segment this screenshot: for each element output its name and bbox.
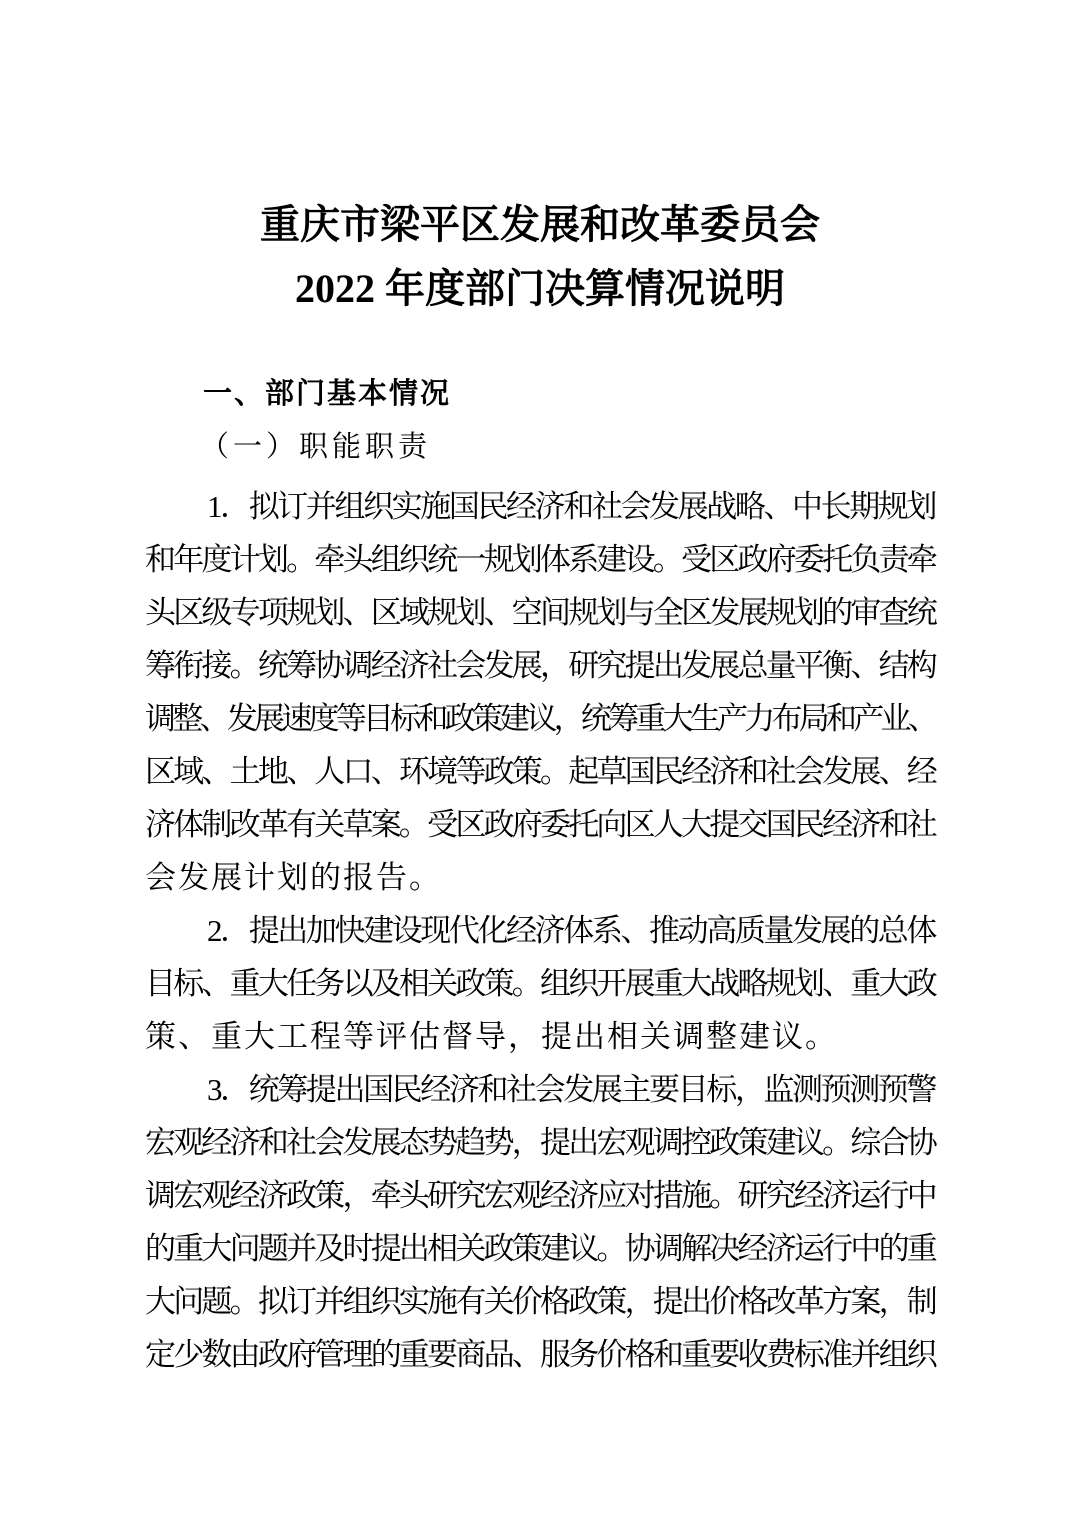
body-line: 3．统筹提出国民经济和社会发展主要目标，监测预测预警: [207, 1072, 935, 1107]
body-line: 2．提出加快建设现代化经济体系、推动高质量发展的总体: [207, 913, 935, 948]
body-line: 大问题。拟订并组织实施有关价格政策，提出价格改革方案，制: [145, 1284, 935, 1319]
body-line: 定少数由政府管理的重要商品、服务价格和重要收费标准并组织: [145, 1337, 935, 1372]
title-line-2: 2022 年度部门决算情况说明: [295, 266, 785, 311]
body-line: 策、重大工程等评估督导，提出相关调整建议。: [145, 1019, 838, 1054]
body-line: 调宏观经济政策，牵头研究宏观经济应对措施。研究经济运行中: [145, 1178, 935, 1213]
body-line: 会发展计划的报告。: [145, 860, 442, 895]
paragraph: [145, 480, 935, 904]
body-line: 头区级专项规划、区域规划、空间规划与全区发展规划的审查统: [145, 595, 935, 630]
body-line: 济体制改革有关草案。受区政府委托向区人大提交国民经济和社: [145, 807, 935, 842]
paragraph: [145, 1063, 935, 1381]
subsection-heading: （一）职能职责: [200, 431, 432, 463]
body-line: 1．拟订并组织实施国民经济和社会发展战略、中长期规划: [207, 489, 935, 524]
body-line: 目标、重大任务以及相关政策。组织开展重大战略规划、重大政: [145, 966, 935, 1001]
section-heading: 一、部门基本情况: [203, 378, 452, 410]
body-line: 的重大问题并及时提出相关政策建议。协调解决经济运行中的重: [145, 1231, 935, 1266]
document-title: [145, 0, 935, 321]
body-line: 宏观经济和社会发展态势趋势，提出宏观调控政策建议。综合协: [145, 1125, 935, 1160]
body-line: 和年度计划。牵头组织统一规划体系建设。受区政府委托负责牵: [145, 542, 935, 577]
body: [145, 480, 935, 1381]
page-content: [145, 0, 935, 1381]
body-line: 区域、土地、人口、环境等政策。起草国民经济和社会发展、经: [145, 754, 935, 789]
paragraph: [145, 904, 935, 1063]
body-line: 调整、发展速度等目标和政策建议，统筹重大生产力布局和产业、: [145, 701, 935, 736]
body-line: 筹衔接。统筹协调经济社会发展，研究提出发展总量平衡、结构: [145, 648, 935, 683]
title-line-1: 重庆市梁平区发展和改革委员会: [260, 202, 820, 247]
